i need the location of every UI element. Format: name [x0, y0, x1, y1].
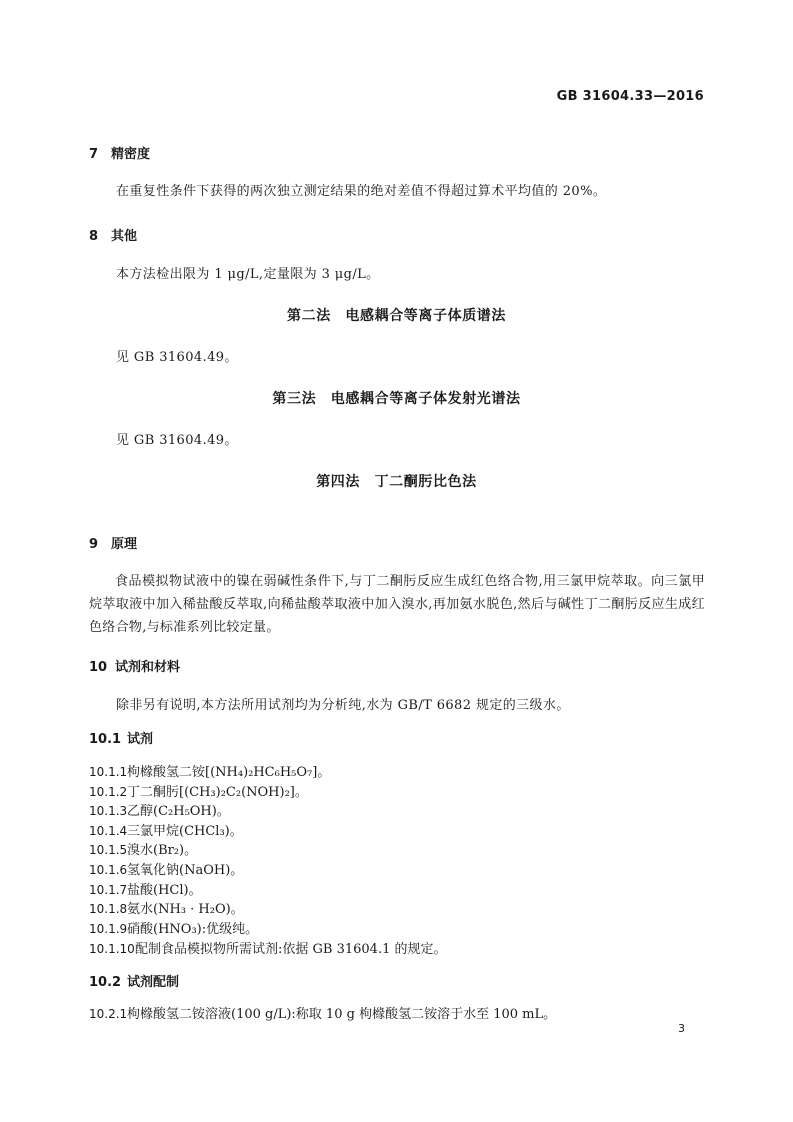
- method-2-title: 第二法 电感耦合等离子体质谱法: [287, 308, 506, 324]
- item-number: 10.1.1: [89, 765, 128, 779]
- method-3-text: 见 GB 31604.49。: [116, 433, 238, 448]
- method-4-title: 第四法 丁二酮肟比色法: [316, 474, 477, 490]
- item-number: 10.1.3: [89, 804, 128, 818]
- section-number: 10.1: [89, 732, 122, 747]
- item-number: 10.1.5: [89, 843, 128, 857]
- item-text: 硝酸(HNO₃):优级纯。: [127, 922, 259, 937]
- section-7-heading: [89, 143, 150, 162]
- section-number: 10.2: [89, 975, 122, 990]
- section-9-heading: [89, 533, 137, 552]
- item-text: 枸橼酸氢二铵[(NH₄)₂HC₆H₅O₇]。: [127, 765, 331, 780]
- item-text: 氨水(NH₃ · H₂O)。: [127, 902, 244, 917]
- item-text: 枸橼酸氢二铵溶液(100 g/L):称取 10 g 枸橼酸氢二铵溶于水至 100 mL。: [127, 1007, 557, 1022]
- list-item: [89, 918, 258, 937]
- section-8-heading: [89, 225, 137, 244]
- section-title: 其他: [111, 229, 138, 244]
- item-text: 盐酸(HCl)。: [127, 883, 202, 898]
- list-item: [89, 938, 446, 957]
- list-item: [89, 898, 244, 917]
- list-item: [89, 879, 202, 898]
- section-8-text: 本方法检出限为 1 μg/L,定量限为 3 μg/L。: [116, 267, 380, 282]
- section-9-text: 食品模拟物试液中的镍在弱碱性条件下,与丁二酮肟反应生成红色络合物,用三氯甲烷萃取。向三氯甲烷萃取液中加入稀盐酸反萃取,向稀盐酸萃取液中加入溴水,再加氨水脱色,然后与碱性丁二酮肟反应生成红色络合物,与标准系列比较定量。: [89, 574, 705, 635]
- list-item: [89, 761, 330, 780]
- item-number: 10.1.6: [89, 863, 128, 877]
- method-2-text: 见 GB 31604.49。: [116, 350, 238, 365]
- list-item: [89, 820, 243, 839]
- section-number: 7: [89, 147, 99, 162]
- list-item: [89, 859, 243, 878]
- page-number: 3: [678, 1022, 685, 1035]
- section-title: 精密度: [111, 147, 151, 162]
- section-10-2-heading: [89, 971, 179, 990]
- list-item: [89, 781, 308, 800]
- section-number: 10: [89, 660, 108, 675]
- section-number: 9: [89, 537, 99, 552]
- section-10-heading: [89, 656, 180, 675]
- item-number: 10.2.1: [89, 1007, 128, 1021]
- item-text: 三氯甲烷(CHCl₃)。: [127, 824, 243, 839]
- item-text: 丁二酮肟[(CH₃)₂C₂(NOH)₂]。: [127, 785, 308, 800]
- item-number: 10.1.9: [89, 922, 128, 936]
- item-number: 10.1.7: [89, 883, 128, 897]
- section-title: 原理: [111, 537, 138, 552]
- item-text: 氢氧化钠(NaOH)。: [127, 863, 244, 878]
- item-text: 配制食品模拟物所需试剂:依据 GB 31604.1 的规定。: [135, 942, 447, 957]
- list-item: [89, 1003, 556, 1022]
- section-title: 试剂和材料: [115, 660, 181, 675]
- section-7-text: 在重复性条件下获得的两次独立测定结果的绝对差值不得超过算术平均值的 20%。: [116, 184, 607, 199]
- item-number: 10.1.8: [89, 902, 128, 916]
- section-title: 试剂配制: [127, 975, 180, 990]
- item-number: 10.1.2: [89, 785, 128, 799]
- standard-code: GB 31604.33—2016: [556, 89, 704, 104]
- list-item: [89, 839, 197, 858]
- item-number: 10.1.10: [89, 942, 135, 956]
- section-10-text: 除非另有说明,本方法所用试剂均为分析纯,水为 GB/T 6682 规定的三级水。: [116, 698, 570, 713]
- method-3-title: 第三法 电感耦合等离子体发射光谱法: [272, 391, 521, 407]
- list-item: [89, 800, 230, 819]
- item-number: 10.1.4: [89, 824, 128, 838]
- item-text: 乙醇(C₂H₅OH)。: [127, 804, 230, 819]
- section-number: 8: [89, 229, 99, 244]
- item-text: 溴水(Br₂)。: [127, 843, 198, 858]
- section-title: 试剂: [127, 732, 154, 747]
- section-10-1-heading: [89, 728, 153, 747]
